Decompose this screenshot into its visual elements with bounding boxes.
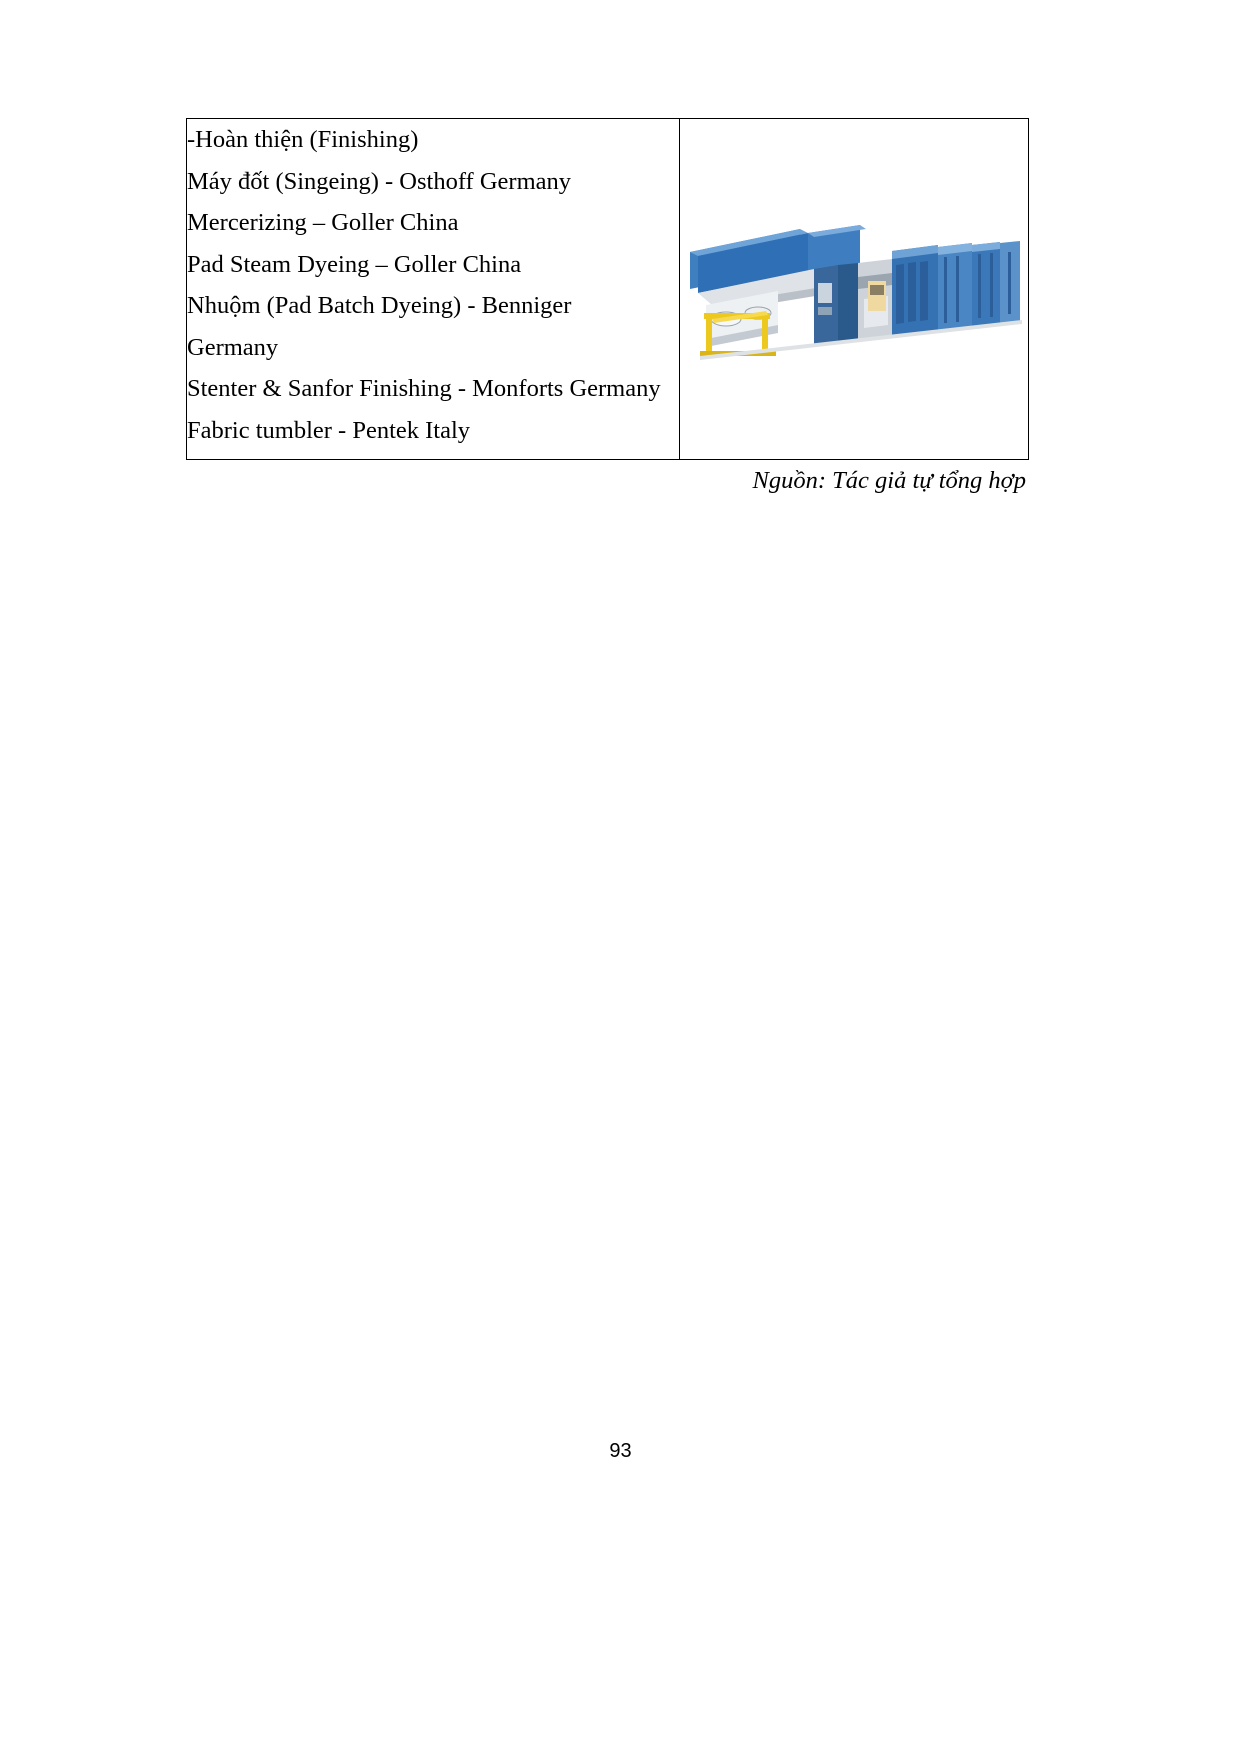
equipment-line: Máy đốt (Singeing) - Osthoff Germany [187, 167, 571, 195]
equipment-line: Nhuộm (Pad Batch Dyeing) - Benniger [187, 292, 572, 319]
equipment-line: Stenter & Sanfor Finishing - Monforts Germany [187, 375, 661, 402]
machinery-image-cell [680, 119, 1029, 460]
equipment-line: Mercerizing – Goller China [187, 209, 459, 236]
equipment-line: -Hoàn thiện (Finishing) [187, 126, 419, 153]
equipment-line: Pad Steam Dyeing – Goller China [187, 250, 522, 278]
finishing-equipment-cell [187, 119, 680, 460]
equipment-line: Germany [187, 333, 279, 361]
textile-finishing-line-illustration [682, 207, 1026, 367]
source-caption: Nguồn: Tác giả tự tổng hợp [752, 467, 1026, 494]
machine-photo [682, 119, 1026, 459]
equipment-line: Fabric tumbler - Pentek Italy [187, 416, 471, 444]
machinery-table [186, 118, 1029, 460]
table-row [187, 119, 1029, 460]
page-number: 93 [609, 1440, 632, 1462]
